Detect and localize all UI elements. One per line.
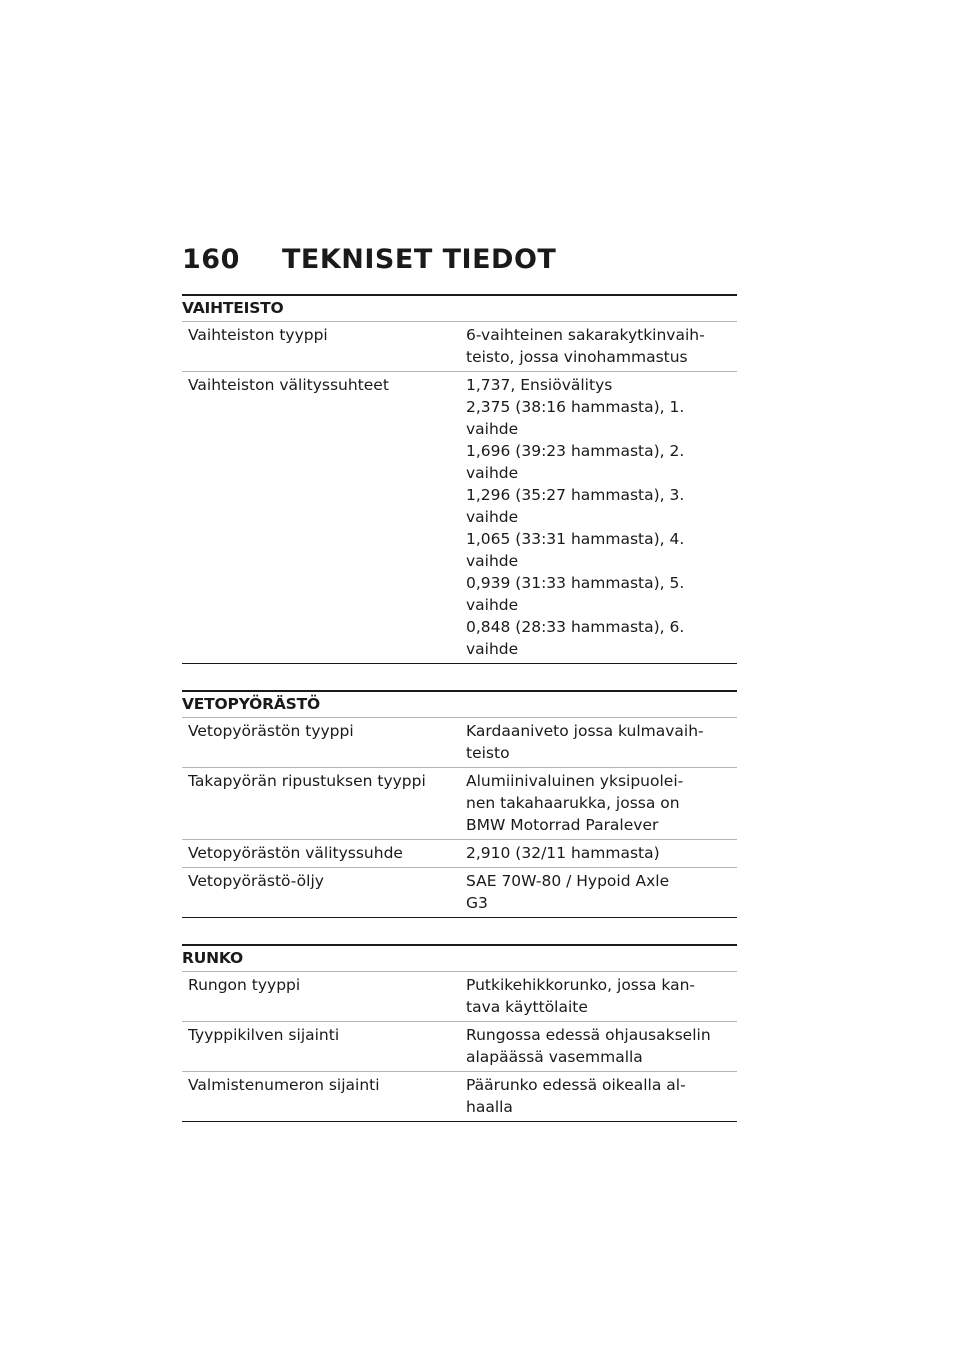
spec-value-line: vaihde: [466, 420, 519, 438]
spec-value-line: 1,296 (35:27 hammasta), 3.: [466, 486, 685, 504]
table-row: [182, 372, 737, 664]
spec-label: Takapyörän ripustuksen tyyppi: [188, 772, 426, 790]
spec-value: [466, 972, 737, 1022]
spec-label: Vetopyörästö-öljy: [188, 872, 324, 890]
spec-value-line: Putkikehikkorunko, jossa kan-: [466, 976, 695, 994]
spec-value-line: vaihde: [466, 508, 519, 526]
spec-value-line: Rungossa edessä ohjausakselin: [466, 1026, 711, 1044]
section-title: VETOPYÖRÄSTÖ: [182, 690, 737, 717]
table-row: [182, 768, 737, 840]
spec-label: Valmistenumeron sijainti: [188, 1076, 380, 1094]
spec-value-line: 2,910 (32/11 hammasta): [466, 844, 660, 862]
table-row: [182, 840, 737, 868]
spec-section: [182, 664, 737, 918]
spec-value: [466, 1022, 737, 1072]
spec-value-line: nen takahaarukka, jossa on: [466, 794, 680, 812]
spec-value-line: Alumiinivaluinen yksipuolei-: [466, 772, 684, 790]
table-row: [182, 1022, 737, 1072]
spec-value: [466, 768, 737, 840]
table-row: [182, 322, 737, 372]
spec-value-line: tava käyttölaite: [466, 998, 588, 1016]
spec-value: [466, 840, 737, 868]
spec-value-line: vaihde: [466, 596, 519, 614]
spec-value-line: 2,375 (38:16 hammasta), 1.: [466, 398, 685, 416]
table-row: [182, 718, 737, 768]
section-title: VAIHTEISTO: [182, 294, 737, 321]
spec-value: [466, 372, 737, 664]
spec-value-line: vaihde: [466, 464, 519, 482]
spec-value-line: 6-vaihteinen sakarakytkinvaih-: [466, 326, 705, 344]
spec-value: [466, 868, 737, 918]
spec-value-line: Kardaaniveto jossa kulmavaih-: [466, 722, 704, 740]
spec-value-line: G3: [466, 894, 488, 912]
spec-table: [182, 971, 737, 1122]
spec-value-line: teisto, jossa vinohammastus: [466, 348, 688, 366]
spec-value: [466, 718, 737, 768]
table-row: [182, 972, 737, 1022]
spec-table: [182, 321, 737, 664]
section-gap: [182, 918, 737, 934]
spec-label: Vaihteiston tyyppi: [188, 326, 328, 344]
spec-table: [182, 717, 737, 918]
spec-label: Vaihteiston välityssuhteet: [188, 376, 389, 394]
spec-value-line: vaihde: [466, 552, 519, 570]
spec-value-line: BMW Motorrad Paralever: [466, 816, 659, 834]
spec-value-line: teisto: [466, 744, 510, 762]
spec-value-line: 1,696 (39:23 hammasta), 2.: [466, 442, 685, 460]
spec-value-line: 1,065 (33:31 hammasta), 4.: [466, 530, 685, 548]
spec-section: [182, 918, 737, 1122]
page-header: [182, 244, 737, 284]
spec-value-line: alapäässä vasemmalla: [466, 1048, 643, 1066]
spec-sections: [182, 294, 737, 1122]
spec-section: [182, 294, 737, 664]
spec-value-line: Päärunko edessä oikealla al-: [466, 1076, 686, 1094]
document-page: [182, 244, 737, 1122]
spec-value: [466, 1072, 737, 1122]
spec-value: [466, 322, 737, 372]
spec-value-line: haalla: [466, 1098, 513, 1116]
page-number: 160: [182, 244, 240, 275]
spec-value-line: 0,848 (28:33 hammasta), 6.: [466, 618, 685, 636]
table-row: [182, 1072, 737, 1122]
spec-value-line: SAE 70W-80 / Hypoid Axle: [466, 872, 670, 890]
section-gap: [182, 664, 737, 680]
spec-label: Rungon tyyppi: [188, 976, 301, 994]
spec-value-line: 1,737, Ensiövälitys: [466, 376, 613, 394]
spec-value-line: vaihde: [466, 640, 519, 658]
spec-label: Vetopyörästön välityssuhde: [188, 844, 403, 862]
page-title: TEKNISET TIEDOT: [282, 244, 557, 275]
section-title: RUNKO: [182, 944, 737, 971]
spec-value-line: 0,939 (31:33 hammasta), 5.: [466, 574, 685, 592]
table-row: [182, 868, 737, 918]
spec-label: Tyyppikilven sijainti: [188, 1026, 340, 1044]
spec-label: Vetopyörästön tyyppi: [188, 722, 354, 740]
